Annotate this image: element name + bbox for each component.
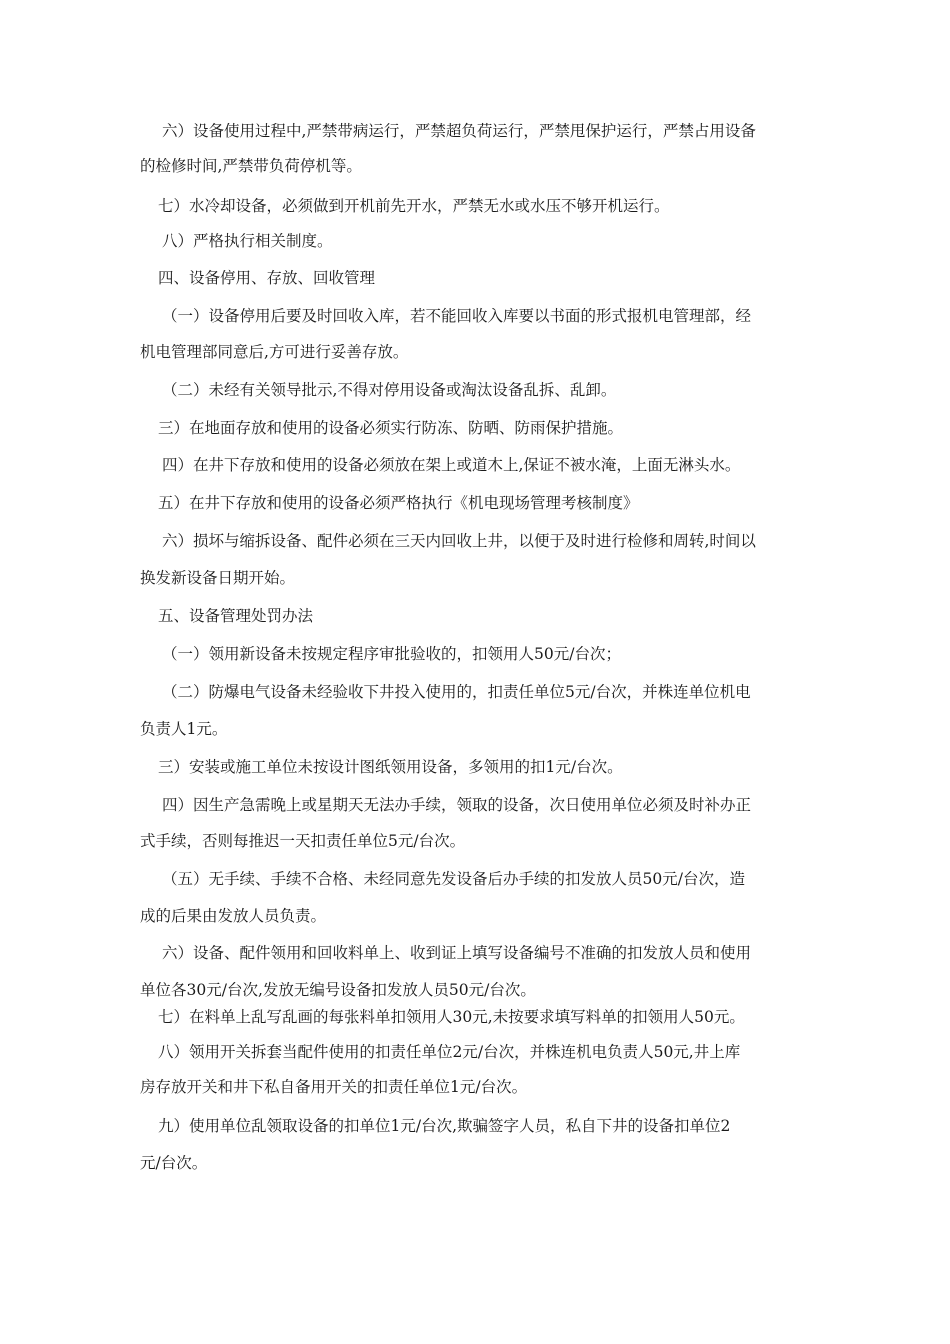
paragraph-line: 式手续，否则每推迟一天扣责任单位5元/台次。 [140, 832, 466, 850]
paragraph-line: 房存放开关和井下私自备用开关的扣责任单位1元/台次。 [140, 1078, 528, 1096]
paragraph-line: 七）水冷却设备，必须做到开机前先开水，严禁无水或水压不够开机运行。 [158, 197, 670, 215]
paragraph-line: （一）设备停用后要及时回收入库，若不能回收入库要以书面的形式报机电管理部，经 [162, 307, 752, 325]
paragraph-line: （五）无手续、手续不合格、未经同意先发设备后办手续的扣发放人员50元/台次，造 [162, 870, 745, 888]
paragraph-line: 五）在井下存放和使用的设备必须严格执行《机电现场管理考核制度》 [158, 494, 639, 512]
paragraph-line: 机电管理部同意后,方可进行妥善存放。 [140, 343, 409, 361]
paragraph-line: 四）因生产急需晚上或星期天无法办手续，领取的设备，次日使用单位必须及时补办正 [162, 796, 752, 814]
paragraph-line: 九）使用单位乱领取设备的扣单位1元/台次,欺骗签字人员，私自下井的设备扣单位2 [158, 1117, 731, 1135]
paragraph-line: （一）领用新设备未按规定程序审批验收的，扣领用人50元/台次； [162, 645, 621, 663]
paragraph-line: 六）设备、配件领用和回收料单上、收到证上填写设备编号不准确的扣发放人员和使用 [162, 944, 752, 962]
paragraph-line: 换发新设备日期开始。 [140, 569, 296, 587]
paragraph-line: 八）严格执行相关制度。 [162, 232, 333, 250]
paragraph-line: 七）在料单上乱写乱画的每张料单扣领用人30元,未按要求填写料单的扣领用人50元。 [158, 1008, 745, 1026]
paragraph-line: 三）在地面存放和使用的设备必须实行防冻、防晒、防雨保护措施。 [158, 419, 624, 437]
paragraph-line: （二）防爆电气设备未经验收下井投入使用的，扣责任单位5元/台次，并株连单位机电 [162, 683, 751, 701]
paragraph-line: 六）损坏与缩拆设备、配件必须在三天内回收上井，以便于及时进行检修和周转,时间以 [162, 532, 756, 550]
paragraph-line: 成的后果由发放人员负责。 [140, 907, 327, 925]
section-heading: 四、设备停用、存放、回收管理 [158, 269, 376, 287]
paragraph-line: 六）设备使用过程中,严禁带病运行，严禁超负荷运行，严禁甩保护运行，严禁占用设备 [162, 122, 756, 140]
paragraph-line: 的检修时间,严禁带负荷停机等。 [140, 157, 362, 175]
paragraph-line: 四）在井下存放和使用的设备必须放在架上或道木上,保证不被水淹，上面无淋头水。 [162, 456, 741, 474]
paragraph-line: 元/台次。 [140, 1154, 208, 1172]
paragraph-line: 三）安装或施工单位未按设计图纸领用设备，多领用的扣1元/台次。 [158, 758, 623, 776]
section-heading: 五、设备管理处罚办法 [158, 607, 314, 625]
paragraph-line: 负责人1元。 [140, 720, 228, 738]
paragraph-line: （二）未经有关领导批示,不得对停用设备或淘汰设备乱拆、乱卸。 [162, 381, 617, 399]
paragraph-line: 单位各30元/台次,发放无编号设备扣发放人员50元/台次。 [140, 981, 536, 999]
paragraph-line: 八）领用开关拆套当配件使用的扣责任单位2元/台次，并株连机电负责人50元,井上库 [158, 1043, 741, 1061]
